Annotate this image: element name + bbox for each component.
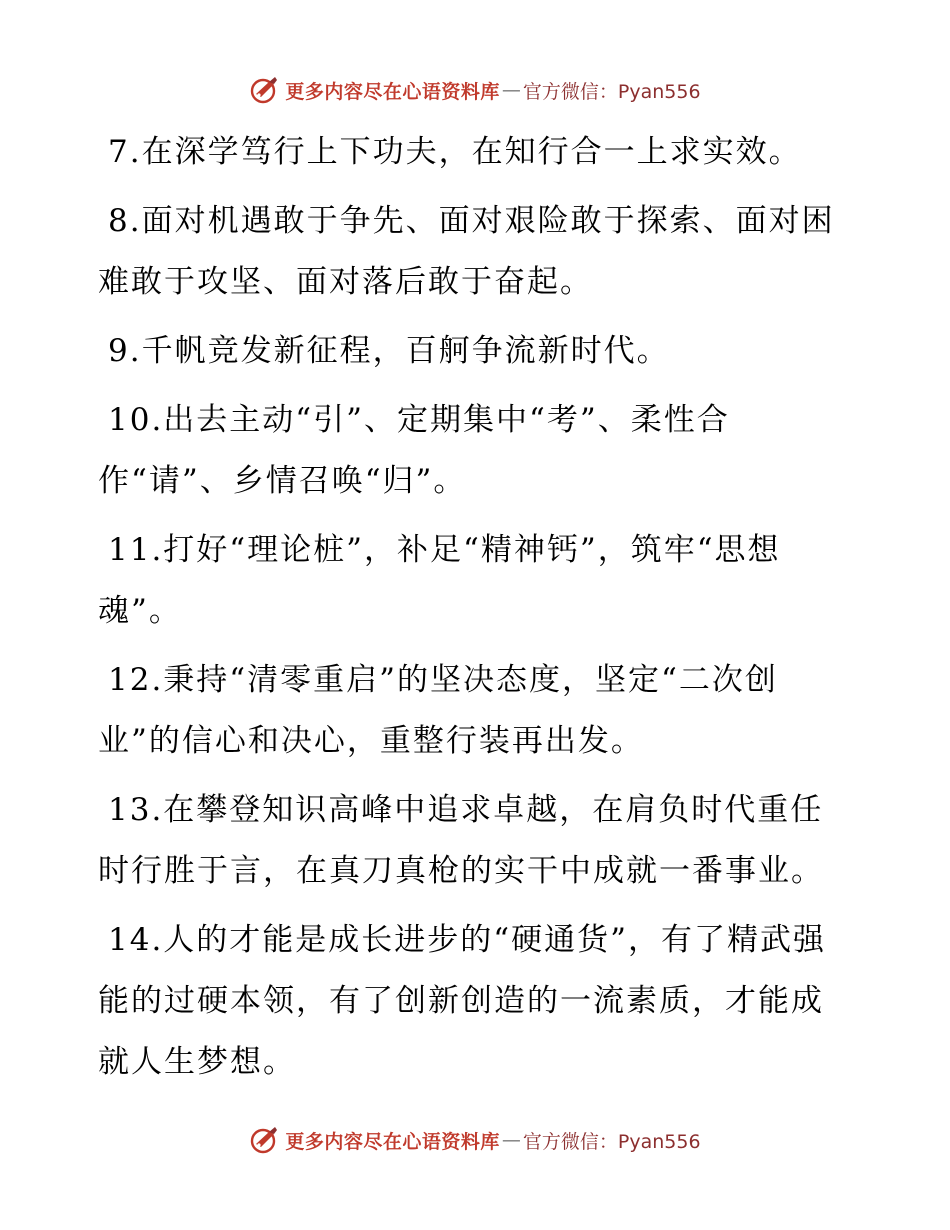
- list-item-14: 14.人的才能是成长进步的“硬通货”，有了精武强能的过硬本领，有了创新创造的一流素质，才能成就人生梦想。: [98, 922, 826, 1080]
- pen-logo-icon: [249, 1124, 281, 1156]
- header-banner-separator: —: [501, 79, 521, 101]
- header-contact: 官方微信：Pyan556: [522, 80, 701, 103]
- list-item-9: 9.千帆竞发新征程，百舸争流新时代。: [108, 333, 670, 369]
- list-item-11: 11.打好“理论桩”，补足“精神钙”，筑牢“思想魂”。: [98, 532, 781, 629]
- footer-banner-separator: —: [501, 1129, 521, 1151]
- pen-logo-icon: [249, 74, 281, 106]
- document-body: [98, 122, 850, 1101]
- list-item-12: 12.秉持“清零重启”的坚决态度，坚定“二次创业”的信心和决心，重整行装再出发。: [98, 662, 778, 759]
- footer-banner: [0, 1120, 950, 1160]
- list-item-13: 13.在攀登知识高峰中追求卓越，在肩负时代重任时行胜于言，在真刀真枪的实干中成就一番事业。: [98, 792, 824, 889]
- header-banner: [0, 70, 950, 110]
- footer-contact: 官方微信：Pyan556: [522, 1130, 701, 1153]
- footer-banner-text: 更多内容尽在心语资料库: [285, 1130, 500, 1153]
- list-item-8: 8.面对机遇敢于争先、面对艰险敢于探索、面对困难敢于攻坚、面对落后敢于奋起。: [98, 203, 835, 300]
- list-item-10: 10.出去主动“引”、定期集中“考”、柔性合作“请”、乡情召唤“归”。: [98, 402, 730, 499]
- header-banner-text: 更多内容尽在心语资料库: [285, 80, 500, 103]
- list-item-7: 7.在深学笃行上下功夫，在知行合一上求实效。: [108, 134, 802, 170]
